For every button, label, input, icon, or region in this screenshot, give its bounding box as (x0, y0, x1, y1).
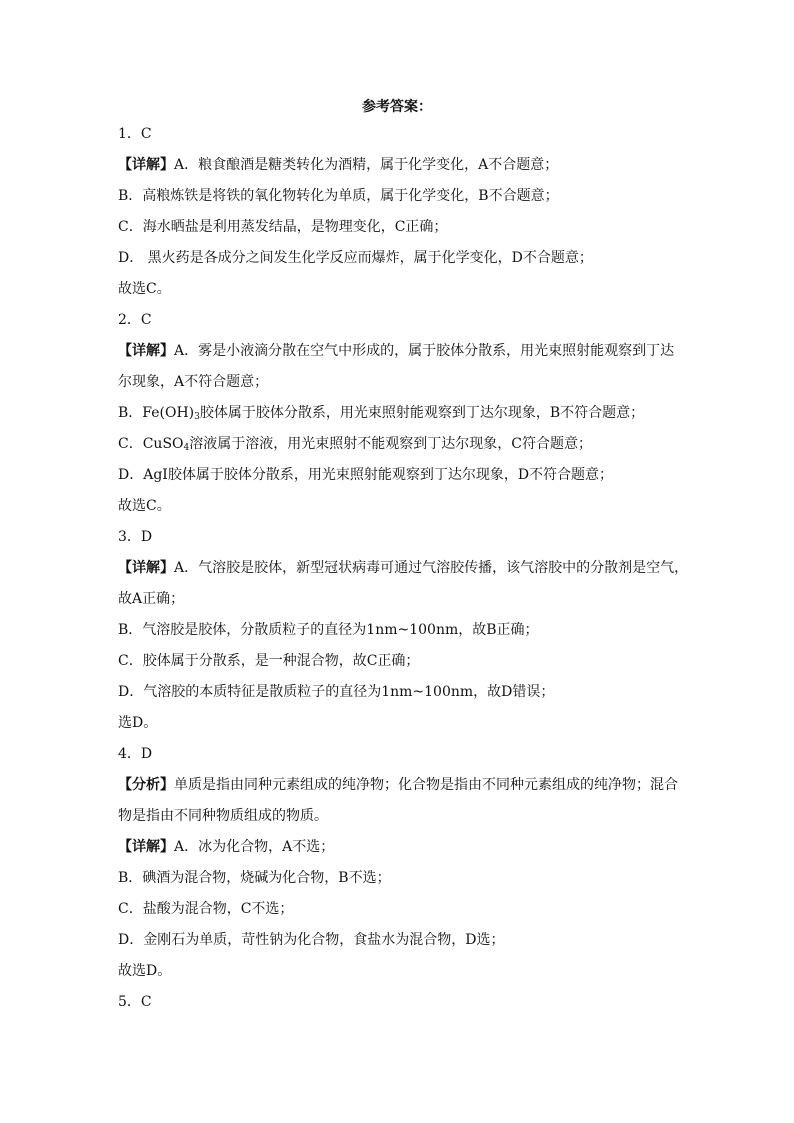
q1-option-a: A．粮食酿酒是糖类转化为酒精，属于化学变化，A不合题意； (174, 157, 559, 173)
analysis-tag: 【分析】 (118, 777, 174, 793)
q1-option-c: C．海水晒盐是利用蒸发结晶，是物理变化，C正确； (118, 219, 448, 235)
q2-option-a-cont: 尔现象，A不符合题意； (118, 374, 269, 390)
q3-detail-line-1 (118, 558, 689, 578)
q2-c-sub: 4 (183, 443, 190, 453)
q4-option-d: D．金刚石为单质，苛性钠为化合物，食盐水为混合物，D选； (118, 932, 505, 948)
q4-detail-line-1 (118, 837, 678, 857)
q2-c-pre: C．CuSO (118, 436, 184, 452)
detail-tag: 【详解】 (118, 343, 174, 359)
detail-tag: 【详解】 (118, 560, 174, 576)
q1-option-b: B．高粮炼铁是将铁的氧化物转化为单质，属于化学变化，B不合题意； (118, 188, 559, 204)
q2-b-pre: B．Fe(OH) (118, 405, 195, 421)
q4-analysis-line-1 (118, 775, 678, 795)
q4-number: 4．D (118, 746, 153, 762)
detail-tag: 【详解】 (118, 157, 174, 173)
q3-option-a-cont: 故A正确； (118, 591, 185, 607)
q2-b-post: 胶体属于胶体分散系，用光束照射能观察到丁达尔现象，B不符合题意； (199, 405, 645, 421)
q3-conclusion: 选D。 (118, 715, 158, 731)
q5-number: 5．C (118, 994, 152, 1010)
q3-option-c: C．胶体属于分散系，是一种混合物，故C正确； (118, 653, 420, 669)
q2-option-c (118, 434, 678, 454)
q2-option-a: A．雾是小液滴分散在空气中形成的，属于胶体分散系，用光束照射能观察到丁达 (174, 343, 675, 359)
q3-option-a: A．气溶胶是胶体，新型冠状病毒可通过气溶胶传播，该气溶胶中的分散剂是空气， (174, 560, 689, 576)
q4-analysis-text: 单质是指由同种元素组成的纯净物；化合物是指由不同种元素组成的纯净物；混合 (174, 777, 678, 793)
q1-option-d: D． 黑火药是各成分之间发生化学反应而爆炸，属于化学变化，D不合题意； (118, 250, 593, 266)
q2-c-post: 溶液属于溶液，用光束照射不能观察到丁达尔现象，C符合题意； (189, 436, 592, 452)
q2-conclusion: 故选C。 (118, 498, 171, 514)
q2-number: 2．C (118, 312, 152, 328)
q1-detail-line-1 (118, 155, 678, 175)
q2-option-d: D．AgI胶体属于胶体分散系，用光束照射能观察到丁达尔现象，D不符合题意； (118, 467, 614, 483)
q4-option-a: A．冰为化合物，A不选； (174, 839, 335, 855)
q3-option-b: B．气溶胶是胶体，分散质粒子的直径为1nm~100nm，故B正确； (118, 622, 539, 638)
q4-analysis-cont: 物是指由不同种物质组成的物质。 (118, 808, 328, 824)
q3-option-d: D．气溶胶的本质特征是散质粒子的直径为1nm~100nm，故D错误； (118, 684, 555, 700)
page-title: 参考答案： (362, 99, 432, 115)
q1-conclusion: 故选C。 (118, 281, 171, 297)
q2-detail-line-1 (118, 341, 678, 361)
q4-option-b: B．碘酒为混合物，烧碱为化合物，B不选； (118, 870, 391, 886)
q3-number: 3．D (118, 529, 153, 545)
q2-option-b (118, 403, 678, 423)
detail-tag: 【详解】 (118, 839, 174, 855)
q2-b-sub: 3 (194, 412, 200, 422)
q4-option-c: C．盐酸为混合物，C不选； (118, 901, 294, 917)
q1-number: 1．C (118, 126, 152, 142)
q4-conclusion: 故选D。 (118, 963, 172, 979)
